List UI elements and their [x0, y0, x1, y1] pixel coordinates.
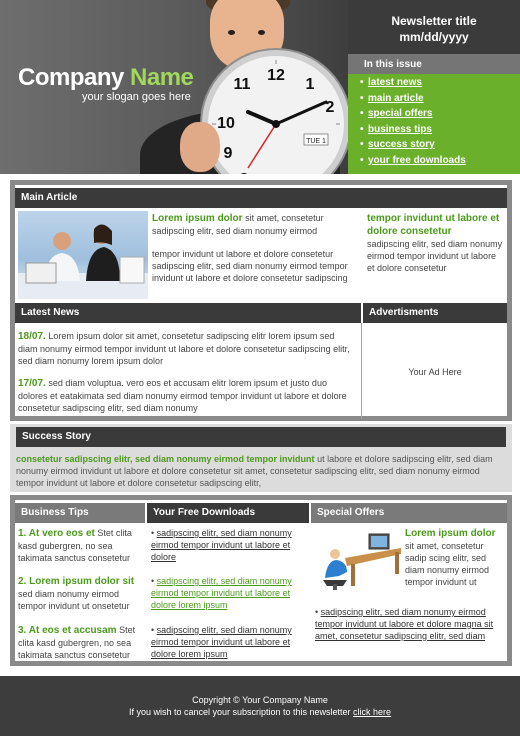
header — [0, 0, 520, 174]
man-hand — [180, 122, 220, 172]
bullet-icon: • — [360, 77, 364, 88]
business-tips-heading: Business Tips — [15, 503, 145, 523]
header-sidebar — [348, 0, 520, 174]
news-text: Lorem ipsum dolor sit amet, consetetur sadipscing elitr lorem ipsum sed diam nonumy eirmod tempor invidunt ut labore et dolore consetetur sadipscing elitr, sed diam nonumy lorem ipsum dolor — [18, 331, 350, 366]
main-article-heading: Main Article — [15, 188, 507, 208]
special-offer-bold: Lorem ipsum dolor — [405, 528, 496, 539]
news-item — [18, 330, 354, 367]
download-item: • sadipscing elitr, sed diam nonumy eirmod tempor invidunt ut labore et dolore lorem ipsum — [151, 625, 292, 659]
svg-text:2: 2 — [325, 99, 335, 116]
footer-unsubscribe-text: If you wish to cancel your subscription to this newsletter — [128, 707, 354, 717]
office-desk-illustration — [317, 528, 403, 590]
business-tip-item — [18, 527, 142, 564]
news-ads-divider — [361, 323, 362, 419]
issue-link-item — [360, 75, 520, 91]
issue-link-latest-news[interactable]: latest news — [368, 77, 422, 88]
business-tip-text: Stet clita kasd gubergren, no sea takimata sanctus consetetur — [18, 625, 136, 660]
svg-text:10: 10 — [217, 115, 235, 132]
company-name — [18, 64, 193, 92]
bullet-icon: • — [360, 139, 364, 151]
main-article-side — [367, 212, 505, 274]
special-offer-text: sit amet, consetetur sadip scing elitr, sed diam nonumy eirmod tempor invidunt ut — [405, 541, 490, 587]
free-downloads-heading: Your Free Downloads — [147, 503, 309, 523]
success-story-text — [16, 453, 504, 490]
newsletter-title: Newsletter title — [391, 14, 477, 28]
clock-face-icon — [208, 56, 344, 174]
svg-text:1: 1 — [305, 76, 315, 93]
business-tip-item — [18, 624, 142, 661]
bullet-icon: • — [360, 92, 364, 104]
business-tip-title: 2. Lorem ipsum dolor sit — [18, 576, 135, 587]
footer-unsubscribe — [0, 707, 520, 717]
news-item — [18, 377, 354, 414]
download-link[interactable]: sadipscing elitr, sed diam nonumy eirmod tempor invidunt ut labore et dolore — [151, 528, 292, 562]
company-name-main: Company — [18, 64, 131, 91]
svg-text:11: 11 — [233, 76, 251, 93]
download-item: • sadipscing elitr, sed diam nonumy eirmod tempor invidunt ut labore et dolore — [151, 528, 292, 562]
business-tip-item — [18, 575, 142, 612]
newsletter-title-box — [348, 0, 520, 54]
bullet-icon: • — [360, 123, 364, 135]
main-article-body: tempor invidunt ut labore et dolore consetetur sadipscing elitr, sed diam nonumy eirmod tempor invidunt ut labore et dolore consetetur sadipscing — [152, 249, 348, 283]
issue-link-item — [360, 153, 520, 169]
header-banner — [0, 0, 348, 174]
special-offer-lead — [405, 527, 505, 588]
footer-copyright: Copyright © Your Company Name — [192, 695, 328, 705]
main-article-panel — [10, 180, 512, 421]
special-offer-item: • sadipscing elitr, sed diam nonumy eirmod tempor invidunt ut labore et dolore magna sit amet, consetetur sadipscing elitr, sed diam — [315, 607, 494, 641]
main-article-lead — [152, 212, 360, 237]
business-tip-text: Stet clita kasd gubergren, no sea takimata sanctus consetetur — [18, 528, 132, 563]
special-offer-link[interactable]: sadipscing elitr, sed diam nonumy eirmod tempor invidunt ut labore et dolore magna sit amet, consetetur sadipscing elitr, sed diam — [315, 607, 494, 641]
issue-link-item — [360, 137, 520, 153]
footer — [0, 676, 520, 736]
main-article-lead-text: sit amet, consetetur sadipscing elitr, sed diam nonumy eirmod — [152, 213, 324, 236]
issue-link-special-offers[interactable]: special offers — [368, 108, 433, 120]
svg-text:12: 12 — [267, 67, 285, 84]
download-link[interactable]: sadipscing elitr, sed diam nonumy eirmod tempor invidunt ut labore et dolore lorem ipsum — [151, 576, 292, 610]
svg-text:9: 9 — [223, 145, 233, 162]
news-date: 17/07. — [18, 378, 46, 389]
download-item: • sadipscing elitr, sed diam nonumy eirmod tempor invidunt ut labore et dolore lorem ipsum — [151, 576, 292, 610]
issue-link-item — [360, 106, 520, 122]
company-slogan: your slogan goes here — [82, 91, 191, 103]
issue-link-item — [360, 91, 520, 107]
download-link[interactable]: sadipscing elitr, sed diam nonumy eirmod tempor invidunt ut labore et dolore lorem ipsum — [151, 625, 292, 659]
business-tip-title: 3. At eos et accusam — [18, 625, 117, 636]
main-article-lead-bold: Lorem ipsum dolor — [152, 213, 243, 224]
bullet-icon: • — [360, 108, 364, 120]
news-date: 18/07. — [18, 331, 46, 342]
issue-link-business-tips[interactable]: business tips — [368, 123, 432, 135]
company-name-accent: Name — [130, 64, 194, 91]
issue-link-main-article[interactable]: main article — [368, 92, 424, 104]
unsubscribe-link[interactable]: click here — [353, 707, 392, 717]
svg-text:8 — [240, 171, 249, 174]
business-people-image — [18, 211, 148, 299]
latest-news-heading: Latest News — [15, 303, 361, 323]
team-photo — [18, 211, 148, 299]
ad-placeholder[interactable]: Your Ad Here — [408, 367, 462, 377]
bullet-icon: • — [360, 154, 364, 166]
main-article-side-text: sadipscing elitr, sed diam nonumy eirmod tempor invidunt ut labore et dolore consetetur — [367, 239, 503, 273]
issue-link-success-story[interactable]: success story — [368, 139, 435, 151]
issue-link-item — [360, 122, 520, 138]
business-tip-text: sed diam nonumy eirmod tempor invidunt ut onsetetur — [18, 589, 130, 611]
issue-link-free-downloads[interactable]: your free downloads — [368, 154, 466, 166]
man-eye-left — [228, 30, 235, 35]
issue-links-list — [348, 74, 520, 174]
advertisments-heading: Advertisments — [363, 303, 507, 323]
special-offers-heading: Special Offers — [311, 503, 507, 523]
in-this-issue-heading: In this issue — [348, 54, 520, 74]
clock-image — [202, 50, 348, 174]
business-tip-title: 1. At vero eos et — [18, 528, 95, 539]
news-text: sed diam voluptua. vero eos et accusam elitr lorem ipsum et justo duo dolores et eatakimata sed diam nonumy eirmod tempor invidunt ut labore et dolore consetetur sadipscing elitr, sed diam nonumy — [18, 378, 347, 413]
success-story-panel — [10, 424, 512, 492]
success-story-body: ut labore et dolore sadipscing elitr, sed diam nonumy eirmod invidunt ut labore et dolore consetetur sit amet, consetetur sadipscing elitr, sed diam nonumy eirmod tempor invidunt ut labore et dolore consetetur sadipscing elitr, — [16, 454, 493, 489]
man-eye-right — [258, 30, 265, 35]
bottom-columns-panel — [10, 495, 512, 666]
clock-date-badge: TUE 1 — [306, 138, 326, 145]
newsletter-date: mm/dd/yyyy — [399, 30, 469, 44]
main-article-side-bold: tempor invidunt ut labore et dolore consetetur — [367, 213, 500, 237]
success-story-bold: consetetur sadipscing elitr, sed diam nonumy eirmod tempor invidunt — [16, 454, 315, 464]
success-story-heading: Success Story — [16, 427, 506, 447]
